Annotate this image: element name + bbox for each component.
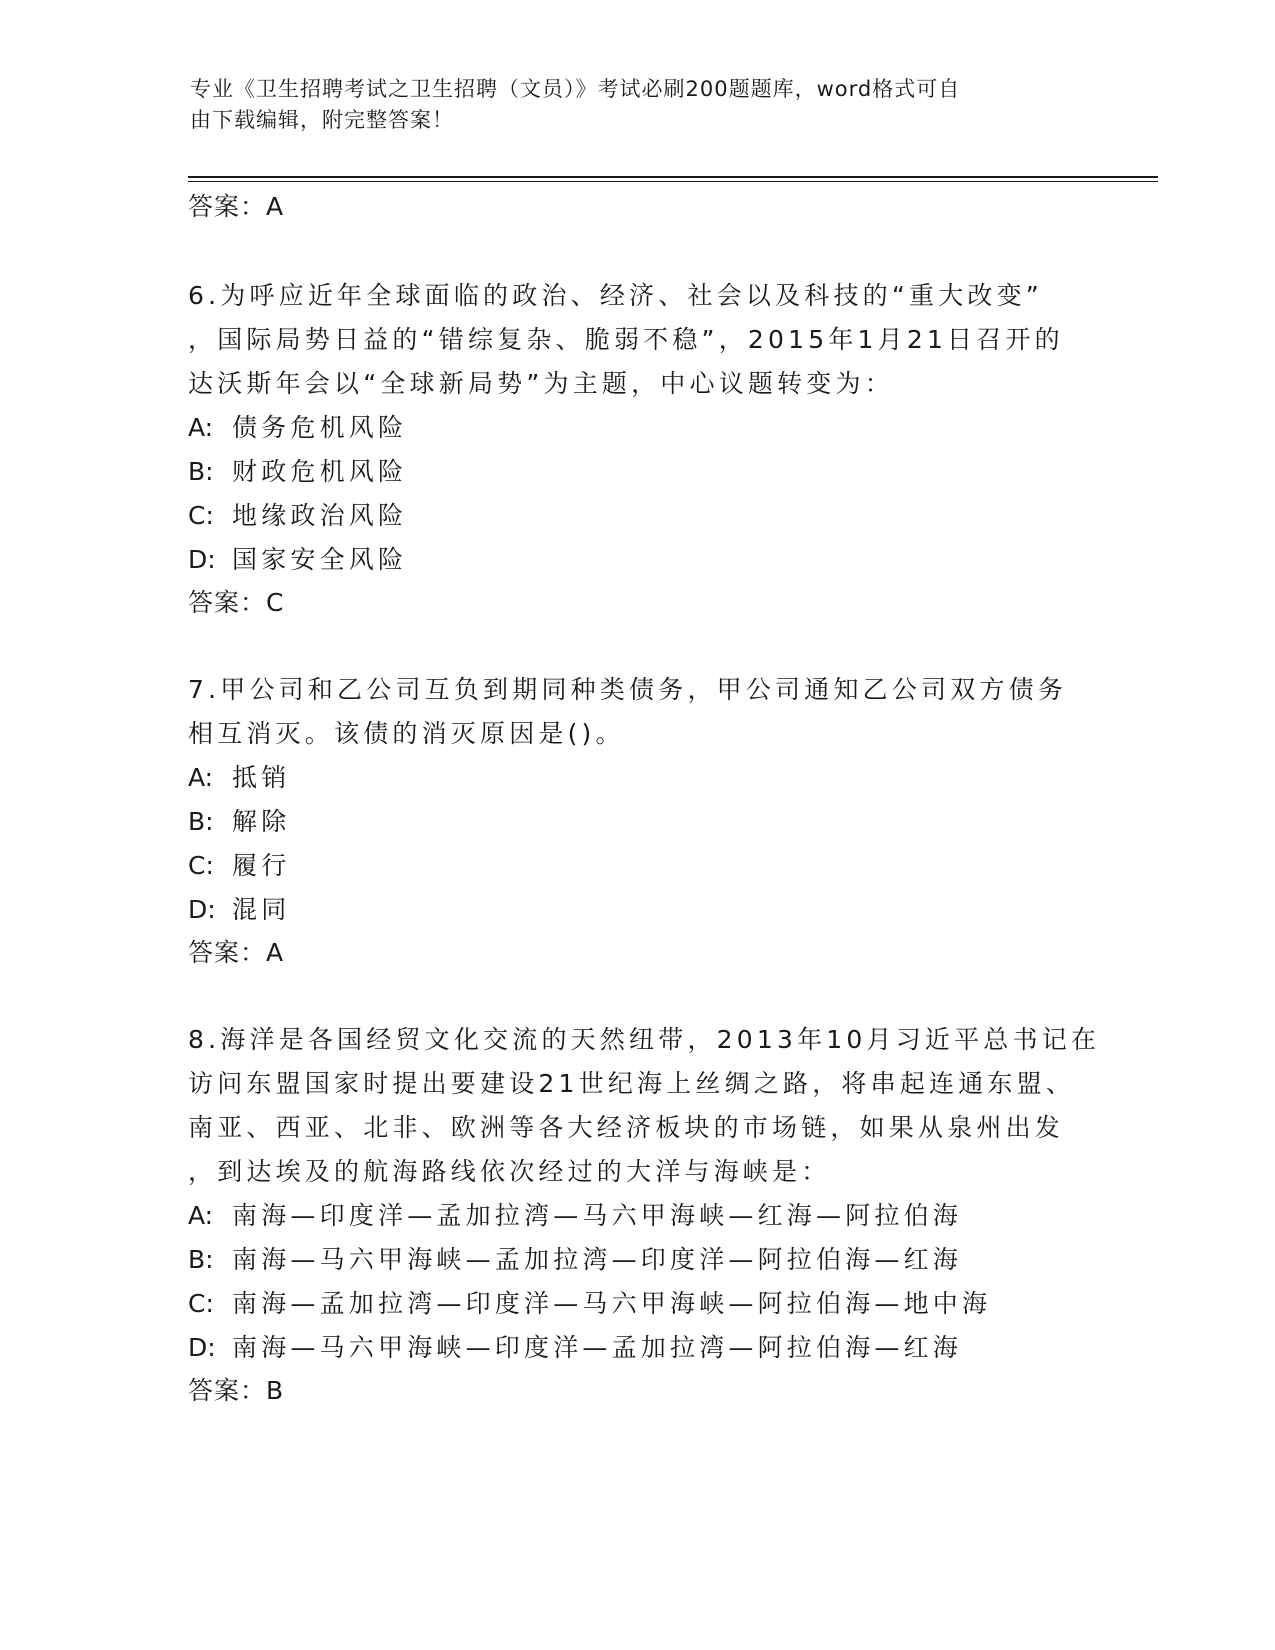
option-letter: C:: [188, 851, 214, 880]
question-7-text-line-1: 7.甲公司和乙公司互负到期同种类债务，甲公司通知乙公司双方债务: [188, 675, 1068, 704]
question-7-option-d: [188, 890, 290, 926]
question-8-text-line-2: 访问东盟国家时提出要建设21世纪海上丝绸之路，将串起连通东盟、: [188, 1069, 1076, 1098]
option-text: 混同: [232, 895, 291, 924]
option-text: 解除: [232, 807, 291, 836]
question-6-option-c: [188, 496, 407, 532]
question-8-text-line-4: ，到达埃及的航海路线依次经过的大洋与海峡是：: [188, 1157, 831, 1186]
question-6-option-b: [188, 452, 407, 488]
question-8-text-line-1: 8.海洋是各国经贸文化交流的天然纽带，2013年10月习近平总书记在: [188, 1025, 1101, 1054]
option-letter: C:: [188, 1289, 214, 1318]
question-6-text-line-3: 达沃斯年会以“全球新局势”为主题，中心议题转变为：: [188, 369, 894, 398]
question-8-answer: 答案：B: [188, 1376, 285, 1405]
question-7-option-b: [188, 802, 290, 838]
option-text: 地缘政治风险: [232, 501, 408, 530]
question-7-option-c: [188, 846, 290, 882]
option-text: 债务危机风险: [232, 413, 408, 442]
question-6-text-line-1: 6.为呼应近年全球面临的政治、经济、社会以及科技的“重大改变”: [188, 281, 1043, 310]
option-letter: D:: [188, 895, 216, 924]
header-line-2: 由下载编辑，附完整答案！: [190, 108, 454, 132]
question-8-option-b: [188, 1240, 962, 1276]
question-6-option-d: [188, 540, 407, 576]
option-letter: B:: [188, 807, 214, 836]
question-7-option-a: [188, 758, 290, 794]
option-text: 南海—孟加拉湾—印度洋—马六甲海峡—阿拉伯海—地中海: [232, 1289, 992, 1318]
option-letter: D:: [188, 545, 216, 574]
question-6-text-line-2: ，国际局势日益的“错综复杂、脆弱不稳”，2015年1月21日召开的: [188, 325, 1064, 354]
header-divider-thin: [188, 181, 1158, 182]
option-text: 国家安全风险: [232, 545, 408, 574]
option-letter: A:: [188, 413, 214, 442]
option-letter: A:: [188, 763, 214, 792]
header-divider-thick: [188, 176, 1158, 178]
option-letter: D:: [188, 1333, 216, 1362]
option-letter: C:: [188, 501, 214, 530]
question-6-answer: 答案：C: [188, 588, 285, 617]
question-7-text-line-2: 相互消灭。该债的消灭原因是()。: [188, 719, 625, 748]
question-8-text-line-3: 南亚、西亚、北非、欧洲等各大经济板块的市场链，如果从泉州出发: [188, 1113, 1065, 1142]
option-letter: B:: [188, 457, 214, 486]
question-8-option-c: [188, 1284, 991, 1320]
header-line-1: 专业《卫生招聘考试之卫生招聘（文员）》考试必刷200题题库，word格式可自: [190, 77, 961, 101]
question-8-option-d: [188, 1328, 962, 1364]
question-6-option-a: [188, 408, 407, 444]
answer-line: 答案：A: [188, 192, 285, 221]
question-7-answer: 答案：A: [188, 938, 285, 967]
option-text: 财政危机风险: [232, 457, 408, 486]
option-text: 南海—马六甲海峡—印度洋—孟加拉湾—阿拉伯海—红海: [232, 1333, 963, 1362]
option-text: 履行: [232, 851, 291, 880]
option-text: 南海—印度洋—孟加拉湾—马六甲海峡—红海—阿拉伯海: [232, 1201, 963, 1230]
option-text: 抵销: [232, 763, 291, 792]
option-letter: A:: [188, 1201, 214, 1230]
question-8-option-a: [188, 1196, 962, 1232]
option-letter: B:: [188, 1245, 214, 1274]
option-text: 南海—马六甲海峡—孟加拉湾—印度洋—阿拉伯海—红海: [232, 1245, 963, 1274]
document-header: [190, 74, 1090, 136]
